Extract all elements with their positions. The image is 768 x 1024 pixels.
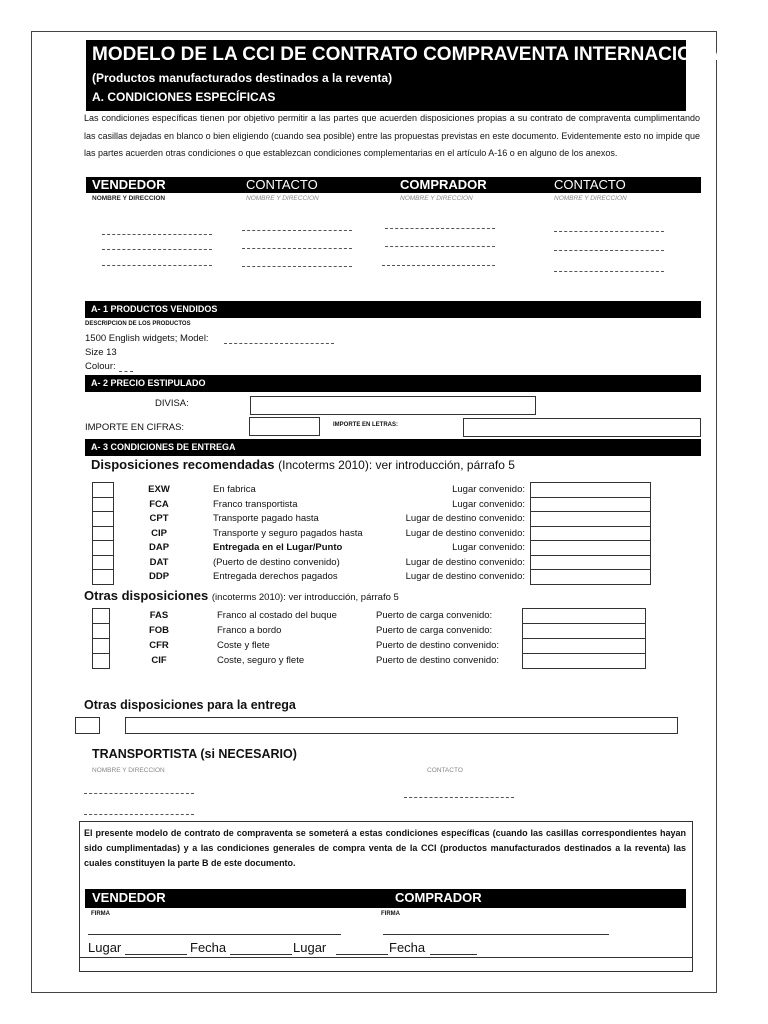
incoterm-place-label: Lugar convenido: bbox=[452, 484, 525, 495]
legal-paragraph: El presente modelo de contrato de compraventa se someterá a estas condiciones específicas (cuando las casillas correspondientes hayan sido cumplimentadas) y a las condiciones generales de compra venta de la CCI (productos manufacturados destinados a la reventa) las cuales constituyen la parte B de este documento. bbox=[84, 828, 686, 868]
incoterm-description: Coste, seguro y flete bbox=[217, 655, 305, 666]
transportista-heading: TRANSPORTISTA (si NECESARIO) bbox=[92, 747, 297, 761]
comprador-line-2[interactable] bbox=[385, 246, 495, 247]
comprador-line-3[interactable] bbox=[382, 265, 495, 266]
transportista-contacto-label: CONTACTO bbox=[427, 767, 463, 774]
contacto-heading-1: CONTACTO bbox=[246, 177, 318, 192]
incoterm-checkbox-fca[interactable] bbox=[92, 497, 114, 513]
signature-vendedor-heading: VENDEDOR bbox=[92, 890, 166, 905]
incoterm-place-field-dap[interactable] bbox=[530, 540, 651, 556]
incoterm-place-field-fas[interactable] bbox=[522, 608, 646, 624]
incoterm-checkbox-cpt[interactable] bbox=[92, 511, 114, 527]
document-title: MODELO DE LA CCI DE CONTRATO COMPRAVENTA INTERNACIONAL bbox=[92, 44, 731, 65]
importe-letras-field[interactable] bbox=[463, 418, 701, 437]
contacto1-line-3[interactable] bbox=[242, 266, 352, 267]
incoterm-code: DAP bbox=[148, 542, 170, 553]
incoterm-place-label: Lugar convenido: bbox=[452, 542, 525, 553]
contacto1-line-2[interactable] bbox=[242, 248, 352, 249]
incoterm-code: FOB bbox=[148, 625, 170, 636]
incoterm-place-field-cip[interactable] bbox=[530, 526, 651, 542]
lugar-comprador-line[interactable] bbox=[336, 954, 388, 955]
importe-letras-label: IMPORTE EN LETRAS: bbox=[333, 422, 399, 428]
recomendadas-label: Disposiciones recomendadas bbox=[91, 457, 275, 472]
importe-cifras-field[interactable] bbox=[249, 417, 320, 436]
document-subtitle: (Productos manufacturados destinados a la reventa) bbox=[92, 71, 393, 85]
incoterm-checkbox-exw[interactable] bbox=[92, 482, 114, 498]
incoterm-place-field-dat[interactable] bbox=[530, 555, 651, 571]
otras-ref: (incoterms 2010): ver introducción, párrafo 5 bbox=[211, 592, 399, 603]
product-description-label: DESCRIPCION DE LOS PRODUCTOS bbox=[85, 321, 191, 327]
comprador-sublabel: NOMBRE Y DIRECCION bbox=[400, 195, 473, 202]
incoterm-place-label: Lugar de destino convenido: bbox=[405, 571, 525, 582]
incoterm-checkbox-ddp[interactable] bbox=[92, 569, 114, 585]
importe-cifras-label: IMPORTE EN CIFRAS: bbox=[85, 422, 185, 433]
incoterm-description: Franco transportista bbox=[213, 498, 298, 510]
fecha-vendedor-label: Fecha bbox=[190, 940, 227, 955]
a3-heading: A- 3 CONDICIONES DE ENTREGA bbox=[85, 439, 701, 456]
signature-comprador-heading: COMPRADOR bbox=[395, 890, 482, 905]
divisa-field[interactable] bbox=[250, 396, 536, 415]
recomendadas-heading bbox=[91, 457, 515, 472]
incoterm-checkbox-cfr[interactable] bbox=[92, 638, 110, 654]
incoterm-description: Transporte pagado hasta bbox=[213, 513, 319, 524]
incoterm-place-label: Lugar convenido: bbox=[452, 498, 525, 510]
contacto2-line-1[interactable] bbox=[554, 231, 664, 232]
incoterm-checkbox-dap[interactable] bbox=[92, 540, 114, 556]
fecha-vendedor-line[interactable] bbox=[230, 954, 292, 955]
vendedor-heading: VENDEDOR bbox=[92, 177, 166, 192]
vendedor-sublabel: NOMBRE Y DIRECCION bbox=[92, 195, 166, 202]
incoterm-description: En fabrica bbox=[213, 484, 256, 495]
contacto1-sublabel: NOMBRE Y DIRECCION bbox=[246, 195, 319, 202]
incoterm-place-label: Puerto de destino convenido: bbox=[376, 655, 500, 666]
incoterm-place-field-ddp[interactable] bbox=[530, 569, 651, 585]
firma-comprador-line[interactable] bbox=[383, 934, 609, 935]
otras-heading bbox=[84, 588, 399, 603]
incoterm-place-label: Puerto de carga convenido: bbox=[376, 625, 493, 636]
lugar-vendedor-line[interactable] bbox=[125, 954, 187, 955]
vendedor-line-1[interactable] bbox=[102, 234, 212, 235]
incoterm-code: CIP bbox=[151, 527, 167, 539]
signature-divider bbox=[79, 957, 693, 958]
fecha-comprador-line[interactable] bbox=[430, 954, 477, 955]
otras-entrega-field[interactable] bbox=[125, 717, 678, 734]
incoterm-checkbox-cip[interactable] bbox=[92, 526, 114, 542]
lugar-comprador-label: Lugar bbox=[293, 940, 327, 955]
vendedor-line-3[interactable] bbox=[102, 265, 212, 266]
divisa-label: DIVISA: bbox=[155, 398, 189, 409]
transportista-line-1[interactable] bbox=[84, 793, 194, 794]
incoterm-checkbox-fas[interactable] bbox=[92, 608, 110, 624]
contacto2-line-2[interactable] bbox=[554, 250, 664, 251]
firma-comprador-label: FIRMA bbox=[381, 911, 400, 917]
incoterm-place-field-fob[interactable] bbox=[522, 623, 646, 639]
a2-heading: A- 2 PRECIO ESTIPULADO bbox=[85, 375, 701, 392]
transportista-contacto-line[interactable] bbox=[404, 797, 514, 798]
incoterm-code: FAS bbox=[149, 610, 169, 621]
firma-vendedor-label: FIRMA bbox=[91, 911, 110, 917]
incoterm-description: Franco al costado del buque bbox=[217, 610, 337, 621]
incoterm-place-field-fca[interactable] bbox=[530, 497, 651, 513]
comprador-line-1[interactable] bbox=[385, 228, 495, 229]
incoterm-checkbox-cif[interactable] bbox=[92, 653, 110, 669]
product-line-2: Size 13 bbox=[85, 347, 117, 358]
incoterm-code: FCA bbox=[149, 498, 169, 510]
transportista-nombre-label: NOMBRE Y DIRECCION bbox=[92, 767, 165, 774]
section-a-title: A. CONDICIONES ESPECÍFICAS bbox=[92, 90, 276, 104]
otras-entrega-heading: Otras disposiciones para la entrega bbox=[84, 698, 296, 712]
header-block bbox=[86, 40, 731, 111]
model-field[interactable] bbox=[224, 343, 334, 344]
incoterm-place-label: Lugar de destino convenido: bbox=[405, 527, 525, 539]
incoterm-description: Entregada derechos pagados bbox=[213, 571, 338, 582]
incoterm-code: EXW bbox=[148, 484, 170, 495]
incoterm-code: DAT bbox=[149, 556, 169, 568]
otras-label: Otras disposiciones bbox=[84, 588, 209, 603]
recomendadas-ref: (Incoterms 2010): ver introducción, párrafo 5 bbox=[278, 458, 515, 472]
lugar-vendedor-label: Lugar bbox=[88, 940, 122, 955]
incoterm-place-field-cfr[interactable] bbox=[522, 638, 646, 654]
incoterm-place-field-exw[interactable] bbox=[530, 482, 651, 498]
product-line-1: 1500 English widgets; Model: bbox=[85, 333, 209, 344]
otras-entrega-checkbox[interactable] bbox=[75, 717, 100, 734]
incoterm-checkbox-dat[interactable] bbox=[92, 555, 114, 571]
incoterm-place-label: Puerto de carga convenido: bbox=[376, 610, 493, 621]
incoterm-description: Entregada en el Lugar/Punto bbox=[213, 542, 343, 553]
colour-field[interactable] bbox=[119, 371, 133, 372]
fecha-comprador-label: Fecha bbox=[389, 940, 426, 955]
incoterm-description: (Puerto de destino convenido) bbox=[213, 556, 340, 568]
incoterm-code: DDP bbox=[148, 571, 170, 582]
incoterm-place-label: Lugar de destino convenido: bbox=[405, 513, 525, 524]
incoterm-description: Coste y flete bbox=[217, 640, 270, 651]
incoterm-description: Franco a bordo bbox=[217, 625, 282, 636]
intro-paragraph: Las condiciones específicas tienen por objetivo permitir a las partes que acuerden disposiciones propias a su contrato de compraventa cumplimentando las casillas dejadas en blanco o bien eligiendo (cuando sea posible) entre las propuestas previstas en este documento. Evidentemente esto no impide que las partes acuerden otras condiciones o que establezcan condiciones complementarias en el artículo A-16 o en alguno de los anexos. bbox=[84, 113, 700, 158]
incoterm-place-field-cpt[interactable] bbox=[530, 511, 651, 527]
incoterm-checkbox-fob[interactable] bbox=[92, 623, 110, 639]
incoterm-description: Transporte y seguro pagados hasta bbox=[213, 527, 363, 539]
firma-vendedor-line[interactable] bbox=[88, 934, 341, 935]
product-line-3: Colour: bbox=[85, 361, 116, 372]
transportista-line-2[interactable] bbox=[84, 814, 194, 815]
incoterm-code: CFR bbox=[149, 640, 169, 651]
signature-bar bbox=[85, 889, 686, 908]
contacto1-line-1[interactable] bbox=[242, 230, 352, 231]
contacto-heading-2: CONTACTO bbox=[554, 177, 626, 192]
contacto2-sublabel: NOMBRE Y DIRECCION bbox=[554, 195, 627, 202]
incoterm-place-field-cif[interactable] bbox=[522, 653, 646, 669]
incoterm-place-label: Lugar de destino convenido: bbox=[405, 556, 525, 568]
a1-heading: A- 1 PRODUCTOS VENDIDOS bbox=[85, 301, 701, 318]
incoterm-place-label: Puerto de destino convenido: bbox=[376, 640, 500, 651]
incoterm-code: CPT bbox=[149, 513, 169, 524]
incoterm-code: CIF bbox=[151, 655, 167, 666]
contacto2-line-3[interactable] bbox=[554, 271, 664, 272]
comprador-heading: COMPRADOR bbox=[400, 177, 487, 192]
vendedor-line-2[interactable] bbox=[102, 249, 212, 250]
